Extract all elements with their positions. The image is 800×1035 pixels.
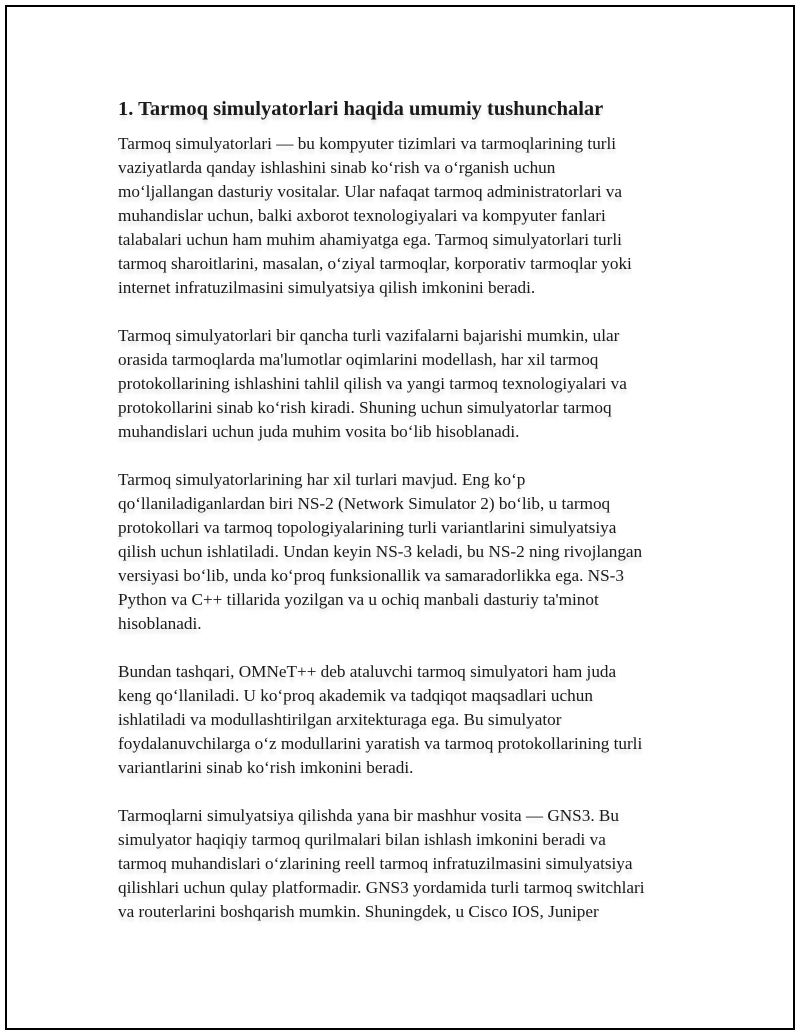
text-line: versiyasi bo‘lib, unda ko‘proq funksionallik va samaradorlikka ega. NS-3 (118, 566, 624, 585)
text-line: internet infratuzilmasini simulyatsiya qilish imkonini beradi. (118, 278, 536, 297)
text-line: talabalari uchun ham muhim ahamiyatga ega. Tarmoq simulyatorlari turli (118, 230, 622, 249)
text-line: protokollari va tarmoq topologiyalarining turli variantlarini simulyatsiya (118, 518, 617, 537)
text-line: Python va C++ tillarida yozilgan va u ochiq manbali dasturiy ta'minot (118, 590, 599, 609)
text-line: keng qo‘llaniladi. U ko‘proq akademik va tadqiqot maqsadlari uchun (118, 686, 593, 705)
text-line: mo‘ljallangan dasturiy vositalar. Ular nafaqat tarmoq administratorlari va (118, 182, 623, 201)
text-line: muhandislari uchun juda muhim vosita bo‘lib hisoblanadi. (118, 422, 520, 441)
text-line: Tarmoqlarni simulyatsiya qilishda yana bir mashhur vosita — GNS3. Bu (118, 806, 619, 825)
paragraph-2 (118, 324, 718, 444)
document-body (118, 95, 718, 948)
paragraph-3 (118, 468, 718, 636)
text-line: qo‘llaniladiganlardan biri NS-2 (Network Simulator 2) bo‘lib, u tarmoq (118, 494, 611, 513)
text-line: foydalanuvchilarga o‘z modullarini yaratish va tarmoq protokollarining turli (118, 734, 643, 753)
text-line: variantlarini sinab ko‘rish imkonini beradi. (118, 758, 414, 777)
text-line: hisoblanadi. (118, 614, 202, 633)
text-line: ishlatiladi va modullashtirilgan arxitekturaga ega. Bu simulyator (118, 710, 562, 729)
document-page (5, 5, 795, 1030)
text-line: vaziyatlarda qanday ishlashini sinab ko‘rish va o‘rganish uchun (118, 158, 556, 177)
text-line: va routerlarini boshqarish mumkin. Shuningdek, u Cisco IOS, Juniper (118, 902, 599, 921)
text-line: Bundan tashqari, OMNeT++ deb ataluvchi tarmoq simulyatori ham juda (118, 662, 617, 681)
section-heading: 1. Tarmoq simulyatorlari haqida umumiy tushunchalar (118, 98, 604, 120)
text-line: protokollarining ishlashini tahlil qilish va yangi tarmoq texnologiyalari va (118, 374, 627, 393)
text-line: Tarmoq simulyatorlarining har xil turlari mavjud. Eng ko‘p (118, 470, 526, 489)
text-line: simulyator haqiqiy tarmoq qurilmalari bilan ishlash imkonini beradi va (118, 830, 606, 849)
text-line: Tarmoq simulyatorlari bir qancha turli vazifalarni bajarishi mumkin, ular (118, 326, 620, 345)
text-line: tarmoq sharoitlarini, masalan, o‘ziyal tarmoqlar, korporativ tarmoqlar yoki (118, 254, 632, 273)
text-line: qilishlari uchun qulay platformadir. GNS3 yordamida turli tarmoq switchlari (118, 878, 645, 897)
text-line: orasida tarmoqlarda ma'lumotlar oqimlarini modellash, har xil tarmoq (118, 350, 599, 369)
text-line: tarmoq muhandislari o‘zlarining reell tarmoq infratuzilmasini simulyatsiya (118, 854, 633, 873)
paragraph-5 (118, 804, 718, 924)
text-line: protokollarini sinab ko‘rish kiradi. Shuning uchun simulyatorlar tarmoq (118, 398, 612, 417)
text-line: qilish uchun ishlatiladi. Undan keyin NS-3 keladi, bu NS-2 ning rivojlangan (118, 542, 643, 561)
text-line: muhandislar uchun, balki axborot texnologiyalari va kompyuter fanlari (118, 206, 606, 225)
paragraph-1 (118, 132, 718, 300)
paragraph-4 (118, 660, 718, 780)
text-line: Tarmoq simulyatorlari — bu kompyuter tizimlari va tarmoqlarining turli (118, 134, 617, 153)
